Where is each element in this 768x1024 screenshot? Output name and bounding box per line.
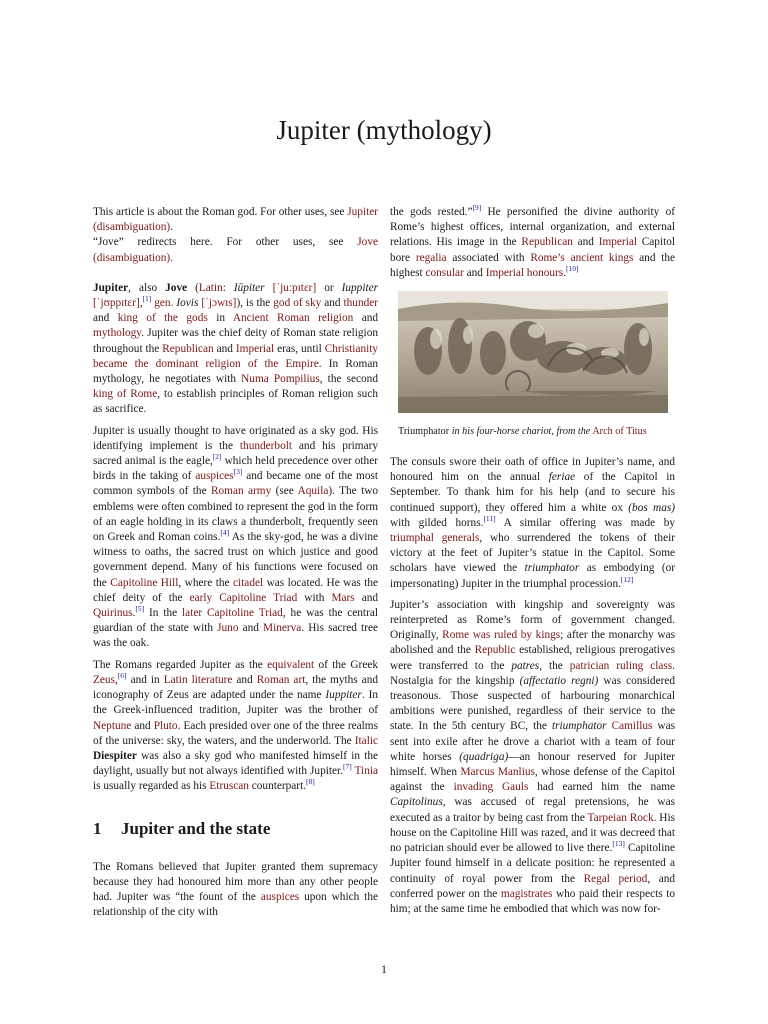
link[interactable]: Republic [474, 644, 516, 657]
link[interactable]: Quirinus [93, 607, 133, 620]
hatnote [93, 205, 378, 266]
figure-caption: Triumphator in his four-horse chariot, from the Arch of Titus [398, 426, 647, 438]
link[interactable]: patrician ruling class [569, 659, 673, 672]
link[interactable]: early Capitoline Triad [189, 591, 298, 604]
ref-3[interactable]: [3] [233, 467, 243, 477]
link[interactable]: magistrates [500, 887, 553, 900]
paragraph-state-cont: the gods rested.”[9] He personified the divine authority of Rome’s highest offices, internal organization, and external relations. His image in the Republican and Imperial Capitol bore regalia associated with Rome’s ancient kings and the highest consular and Imperial honours.[10] [390, 203, 676, 279]
link[interactable]: Aquila [297, 485, 329, 498]
link[interactable]: citadel [233, 576, 264, 589]
page-number: 1 [381, 962, 387, 976]
link[interactable]: thunderbolt [239, 439, 292, 452]
link[interactable]: Camillus [611, 720, 653, 733]
left-column [93, 205, 378, 927]
ref-1[interactable]: [1] [142, 294, 152, 304]
link[interactable]: king of Rome [93, 388, 158, 401]
link[interactable]: Roman army [210, 485, 272, 498]
ref-4[interactable]: [4] [220, 528, 230, 538]
ref-2[interactable]: [2] [212, 452, 222, 462]
ref-5[interactable]: [5] [135, 604, 145, 614]
paragraph-kingship: Jupiter’s association with kingship and sovereignty was reinterpreted as Rome’s form of government changed. Originally, Rome was ruled by kings; after the monarchy was abolished and the Republic established, religious prerogatives were transferred to the patres, the patrician ruling class. Nostalgia for the kingship (affectatio regni) was considered treasonous. Those suspected of harbouring monarchical ambitions were punished, regardless of their service to the state. In the 5th century BC, the triumphator Camillus was sent into exile after he drove a chariot with a team of four white horses (quadriga)—an honour reserved for Jupiter himself. When Marcus Manlius, whose defense of the Capitol against the invading Gauls had earned him the name Capitolinus, was accused of regal pretensions, he was executed as a traitor by being cast from the Tarpeian Rock. His house on the Capitoline Hill was razed, and it was decreed that no patrician should ever be allowed to live there.[13] Capitoline Jupiter found himself in a delicate position: he represented a continuity of royal power from the Regal period, and conferred power on the magistrates who paid their respects to him; at the same time he embodied that which was now for- [390, 598, 676, 915]
link[interactable]: Latin [198, 281, 223, 294]
link[interactable]: gen. [154, 297, 174, 310]
paragraph-intro: Jupiter, also Jove (Latin: Iūpiter [ˈjuːpɪtɛr] or Iuppiter [ˈjʊppɪtɛr],[1] gen. Iovis [ˈjɔwɪs]), is the god of sky and thunder and king of the gods in Ancient Roman religion and mythology. Jupiter was the chief deity of Roman state religion throughout the Republican and Imperial eras, until Christianity became the dominant religion of the Empire. In Roman mythology, he negotiates with Numa Pompilius, the second king of Rome, to establish principles of Roman religion such as sacrifice. [93, 281, 379, 416]
link[interactable]: consular [425, 266, 464, 279]
link[interactable]: Regal period [583, 872, 648, 885]
figure [398, 291, 668, 439]
link[interactable]: Rome’s ancient kings [530, 251, 634, 264]
link[interactable]: mythology [93, 327, 142, 340]
hatnote-line: “Jove” redirects here. For other uses, see Jove (disambiguation). [93, 236, 378, 264]
jove-disambiguation-link[interactable]: Jove (disambiguation) [93, 236, 378, 264]
link[interactable]: Republican [162, 342, 214, 355]
link[interactable]: Juno [217, 622, 239, 635]
link[interactable]: Etruscan [209, 780, 249, 793]
link[interactable]: god of sky [273, 297, 322, 310]
link[interactable]: Neptune [93, 719, 132, 732]
ref-8[interactable]: [8] [306, 777, 315, 787]
ref-9[interactable]: [9] [472, 203, 482, 213]
paragraph-greek: The Romans regarded Jupiter as the equivalent of the Greek Zeus,[6] and in Latin literature and Roman art, the myths and iconography of Zeus are adapted under the name Iuppiter. In the Greek-influenced tradition, Jupiter was the brother of Neptune and Pluto. Each presided over one of the three realms of the universe: sky, the waters, and the underworld. The Italic Diespiter was also a sky god who manifested himself in the daylight, usually but not always identified with Jupiter.[7] Tinia is usually regarded as his Etruscan counterpart.[8] [93, 658, 379, 793]
link[interactable]: Pluto [153, 719, 178, 732]
paragraph-state: The Romans believed that Jupiter granted them supremacy because they had honoured him more than any other people had. Jupiter was “the fount of the auspices upon which the relationship of the city with [93, 860, 378, 919]
link[interactable]: Numa Pompilius [241, 373, 320, 386]
link[interactable]: Capitoline Hill [110, 576, 179, 589]
link[interactable]: triumphal generals [390, 532, 480, 545]
link[interactable]: Tinia [354, 765, 378, 778]
link[interactable]: Italic [354, 734, 378, 747]
paragraph-sky-god: Jupiter is usually thought to have originated as a sky god. His identifying implement is the thunderbolt and his primary sacred animal is the eagle,[2] which held precedence over other birds in the taking of auspices[3] and became one of the most common symbols of the Roman army (see Aquila). The two emblems were often combined to represent the god in the form of an eagle holding in its claws a thunderbolt, frequently seen on Greek and Roman coins.[4] As the sky-god, he was a divine witness to oaths, the sacred trust on which justice and good government depend. Many of his functions were focused on the Capitoline Hill, where the citadel was located. He was the chief deity of the early Capitoline Triad with Mars and Quirinus.[5] In the later Capitoline Triad, he was the central guardian of the state with Juno and Minerva. His sacred tree was the oak. [93, 424, 379, 650]
link[interactable]: invading Gauls [453, 781, 529, 794]
link[interactable]: Imperial [235, 342, 275, 355]
link[interactable]: thunder [343, 297, 379, 310]
ref-10[interactable]: [10] [566, 264, 579, 274]
link[interactable]: auspices [195, 470, 234, 483]
link[interactable]: [ˈjɔwɪs] [201, 297, 237, 310]
link[interactable]: Zeus [93, 673, 115, 686]
hatnote-line: This article is about the Roman god. For other uses, see Jupiter (disambiguation). [93, 206, 379, 234]
link[interactable]: Ancient Roman religion [232, 312, 354, 325]
paragraph-consuls: The consuls swore their oath of office in Jupiter’s name, and honoured him on the annual feriae of the Capitol in September. To thank him for his help (and to secure his continued support), they offered him a white ox (bos mas) with gilded horns.[11] A similar offering was made by triumphal generals, who surrendered the tokens of their victory at the feet of Jupiter’s statue in the Capitol. Some scholars have viewed the triumphator as embodying (or impersonating) Jupiter in the triumphal procession.[12] [390, 456, 676, 590]
link[interactable]: [ˈjuːpɪtɛr] [272, 281, 317, 294]
link[interactable]: Tarpeian Rock [587, 811, 654, 824]
link[interactable]: Republican [521, 236, 573, 249]
link[interactable]: Imperial [598, 236, 637, 249]
link[interactable]: later Capitoline Triad [182, 607, 283, 620]
link[interactable]: equivalent [267, 658, 315, 671]
link[interactable]: regalia [415, 251, 447, 264]
ref-11[interactable]: [11] [483, 514, 496, 524]
page-title: Jupiter (mythology) [276, 115, 492, 145]
arch-of-titus-relief-image[interactable] [398, 291, 668, 413]
section-heading: 1 Jupiter and the state [93, 818, 271, 838]
link[interactable]: Christianity became the dominant religion of the Empire [93, 342, 379, 370]
link[interactable]: Marcus Manlius [460, 766, 535, 779]
ref-7[interactable]: [7] [343, 762, 352, 772]
link[interactable]: Rome was ruled by kings [442, 629, 561, 642]
right-column [390, 205, 675, 923]
link[interactable]: auspices [260, 891, 300, 904]
link[interactable]: [ˈjʊppɪtɛr] [93, 297, 140, 310]
link[interactable]: Minerva [263, 622, 302, 635]
link[interactable]: Roman art [256, 673, 306, 686]
link[interactable]: Mars [331, 591, 355, 604]
disambiguation-link[interactable]: Jupiter (disambiguation) [93, 206, 379, 234]
ref-6[interactable]: [6] [117, 671, 127, 681]
link[interactable]: Latin literature [163, 673, 233, 686]
ref-13[interactable]: [13] [612, 839, 625, 849]
arch-of-titus-link[interactable]: Arch of Titus [592, 426, 647, 438]
link[interactable]: Imperial honours [485, 266, 564, 279]
link[interactable]: king of the gods [117, 312, 208, 325]
ref-12[interactable]: [12] [620, 574, 634, 584]
